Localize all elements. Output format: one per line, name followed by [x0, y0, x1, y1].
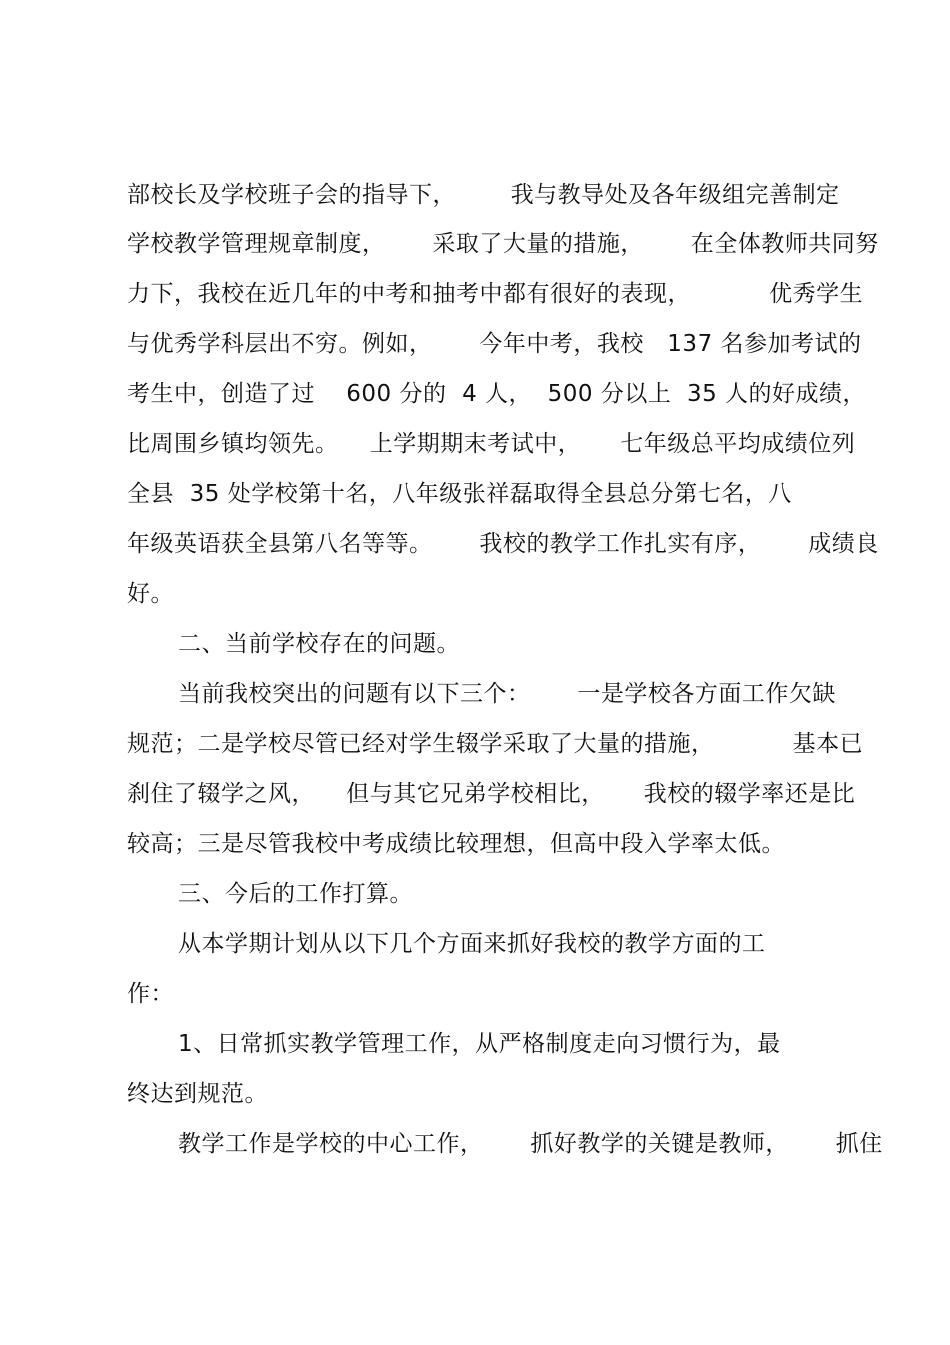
body-text-line: 当前我校突出的问题有以下三个： 一是学校各方面工作欠缺: [178, 681, 836, 707]
list-item: 1、日常抓实教学管理工作，从严格制度走向习惯行为，最: [178, 1031, 781, 1057]
body-text-line: 终达到规范。: [127, 1081, 268, 1107]
body-text-line: 好。: [127, 581, 174, 607]
body-text-line: 力下，我校在近几年的中考和抽考中都有很好的表现， 优秀学生: [127, 281, 864, 307]
section-heading: 三、今后的工作打算。: [178, 881, 413, 907]
body-text-line: 部校长及学校班子会的指导下， 我与教导处及各年级组完善制定: [127, 182, 840, 208]
body-text-line: 作：: [127, 981, 174, 1007]
body-text-line: 从本学期计划从以下几个方面来抓好我校的教学方面的工: [178, 931, 766, 957]
body-text-line: 刹住了辍学之风， 但与其它兄弟学校相比， 我校的辍学率还是比: [127, 781, 856, 807]
body-text-line: 学校教学管理规章制度， 采取了大量的措施， 在全体教师共同努: [127, 231, 879, 257]
body-text-line: 较高；三是尽管我校中考成绩比较理想，但高中段入学率太低。: [127, 831, 785, 857]
body-text-line: 与优秀学科层出不穷。例如， 今年中考，我校 137 名参加考试的: [127, 331, 862, 357]
body-text-line: 比周围乡镇均领先。 上学期期末考试中， 七年级总平均成绩位列: [127, 431, 856, 457]
section-heading: 二、当前学校存在的问题。: [178, 631, 460, 657]
body-text-line: 年级英语获全县第八名等等。 我校的教学工作扎实有序， 成绩良: [127, 531, 879, 557]
body-text-line: 考生中，创造了过 600 分的 4 人， 500 分以上 35 人的好成绩，: [127, 381, 867, 407]
body-text-line: 教学工作是学校的中心工作， 抓好教学的关键是教师， 抓住: [178, 1131, 883, 1157]
body-text-line: 规范；二是学校尽管已经对学生辍学采取了大量的措施， 基本已: [127, 731, 864, 757]
body-text-line: 全县 35 处学校第十名，八年级张祥磊取得全县总分第七名，八: [127, 481, 792, 507]
